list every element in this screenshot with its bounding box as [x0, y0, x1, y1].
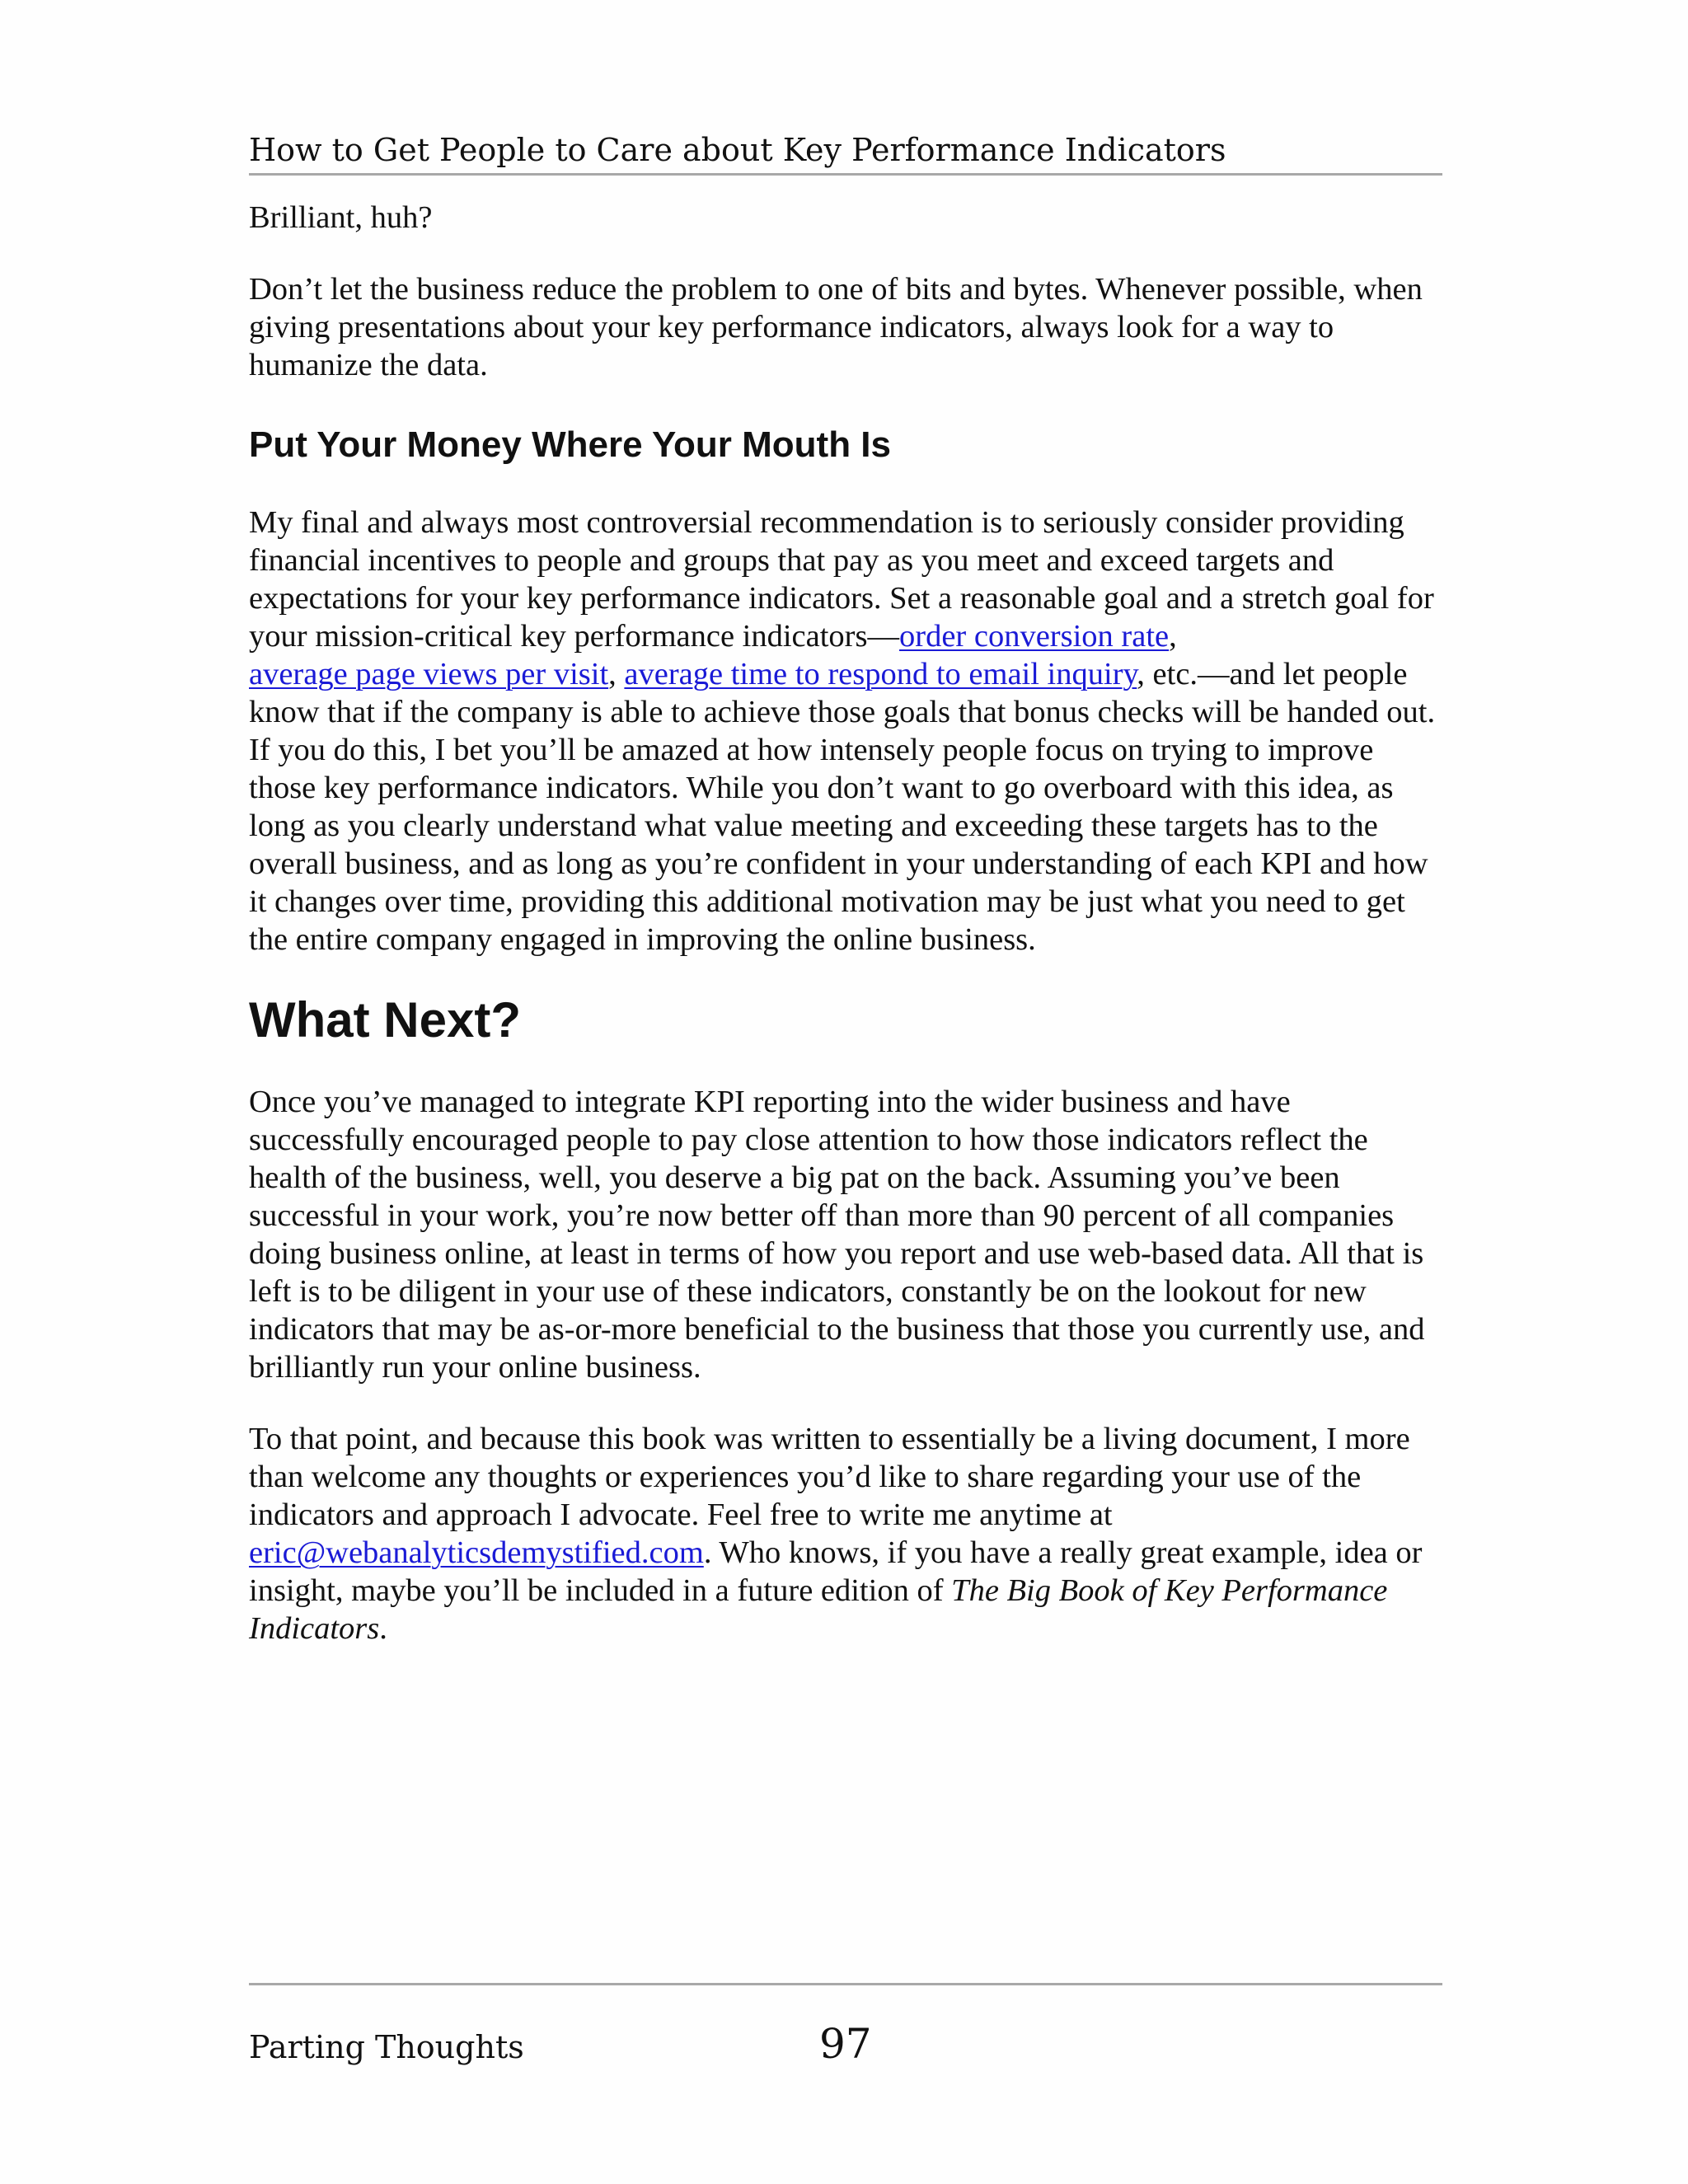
paragraph-text: To that point, and because this book was written to essentially be a living document, I more than welcome any thoughts or experiences you’d like to share regarding your use of the indicators and approach I advocate. Feel free to write me anytime at: [249, 1422, 1410, 1532]
paragraph-brilliant: Brilliant, huh?: [249, 200, 433, 235]
link-average-page-views-per-visit[interactable]: average page views per visit: [249, 657, 609, 691]
paragraph-integrate-kpi: Once you’ve managed to integrate KPI reporting into the wider business and have successfully encouraged people to pay close attention to how those indicators reflect the health of the business, well, you deserve a big pat on the back. Assuming you’ve been successful in your work, you’re now better off than more than 90 percent of all companies doing business online, at least in terms of how you report and use web-based data. All that is left is to be diligent in your use of these indicators, constantly be on the lookout for new indicators that may be as-or-more beneficial to the business that those you currently use, and brilliantly run your online business.: [249, 1085, 1425, 1385]
email-link[interactable]: eric@webanalyticsdemystified.com: [249, 1535, 704, 1570]
footer-divider: [249, 1983, 1442, 1985]
paragraph-humanize-data: Don’t let the business reduce the problem to one of bits and bytes. Whenever possible, when giving presentations about your key performance indicators, always look for a way to humanize the data.: [249, 272, 1423, 382]
paragraph-text: My final and always most controversial recommendation is to seriously consider providing financial incentives to people and groups that pay as you meet and exceed targets and expectations for your key performance indicators. Set a reasonable goal and a stretch goal for your mission-critical key performance indicators—: [249, 505, 1434, 654]
paragraph-financial-incentives: [249, 504, 1442, 958]
paragraph-text: , etc.—and let people know that if the company is able to achieve those goals that bonus checks will be handed out. If you do this, I bet you’ll be amazed at how intensely people focus on trying to improve those key performance indicators. While you don’t want to go overboard with this idea, as long as you clearly understand what value meeting and exceeding these targets has to the overall business, and as long as you’re confident in your understanding of each KPI and how it changes over time, providing this additional motivation may be just what you need to get the entire company engaged in improving the online business.: [249, 657, 1436, 957]
book-title: The Big Book of Key Performance Indicators: [249, 1573, 1388, 1646]
section-heading-money: Put Your Money Where Your Mouth Is: [249, 424, 892, 465]
link-order-conversion-rate[interactable]: order conversion rate: [899, 619, 1170, 654]
separator: ,: [1169, 619, 1177, 654]
chapter-heading-what-next: What Next?: [249, 992, 521, 1047]
running-header: How to Get People to Care about Key Performance Indicators: [249, 130, 1442, 176]
paragraph-contact-author: [249, 1420, 1442, 1647]
paragraph-text: .: [379, 1611, 387, 1646]
paragraph-text: . Who knows, if you have a really great example, idea or insight, maybe you’ll be included in a future edition of: [249, 1535, 1423, 1608]
page-number: 97: [819, 2020, 872, 2068]
footer-section-name: Parting Thoughts: [249, 2029, 524, 2065]
link-average-time-to-respond[interactable]: average time to respond to email inquiry: [624, 657, 1137, 691]
separator: ,: [608, 657, 625, 691]
